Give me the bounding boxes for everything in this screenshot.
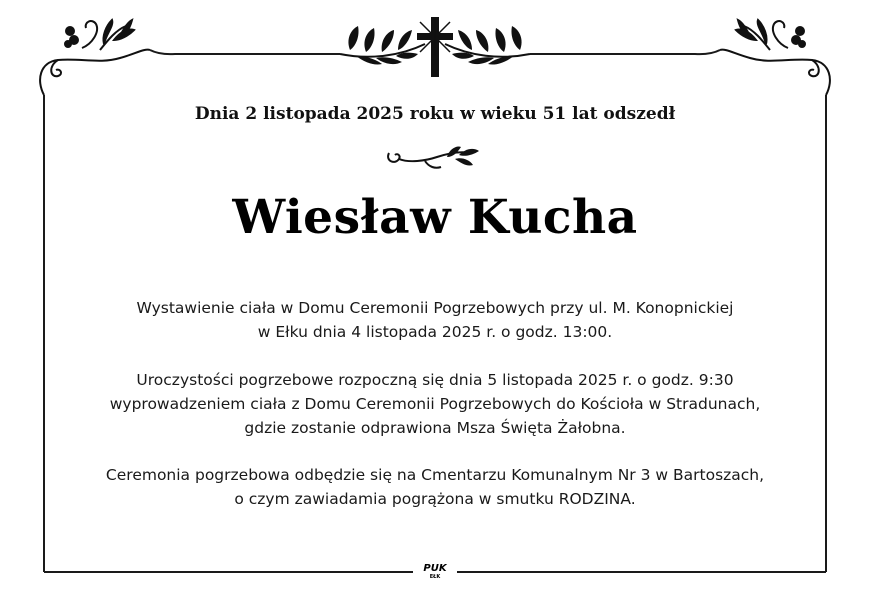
logo-main-text: PUK bbox=[423, 563, 447, 574]
logo-sub-text: EŁK bbox=[429, 574, 441, 580]
paragraph-line: w Ełku dnia 4 listopada 2025 r. o godz. 13:00. bbox=[257, 323, 613, 341]
paragraph-line: wyprowadzeniem ciała z Domu Ceremonii Pogrzebowych do Kościoła w Stradunach, bbox=[109, 395, 761, 413]
funeral-paragraph bbox=[0, 368, 870, 440]
paragraph-line: Wystawienie ciała w Domu Ceremonii Pogrzebowych przy ul. M. Konopnickiej bbox=[136, 299, 734, 317]
viewing-paragraph bbox=[0, 296, 870, 344]
floral-scroll-right-icon bbox=[720, 20, 830, 95]
cross-with-laurel-icon bbox=[340, 17, 530, 77]
paragraph-line: gdzie zostanie odprawiona Msza Święta Żałobna. bbox=[244, 419, 626, 437]
floral-scroll-left-icon bbox=[40, 20, 150, 95]
puk-logo bbox=[415, 563, 455, 583]
vine-divider-icon bbox=[385, 143, 485, 173]
death-announcement-headline: Dnia 2 listopada 2025 roku w wieku 51 lat odszedł bbox=[194, 104, 676, 124]
paragraph-line: o czym zawiadamia pogrążona w smutku RODZINA. bbox=[234, 490, 636, 508]
paragraph-line: Uroczystości pogrzebowe rozpoczną się dnia 5 listopada 2025 r. o godz. 9:30 bbox=[136, 371, 734, 389]
deceased-name: Wiesław Kucha bbox=[232, 190, 638, 245]
burial-paragraph bbox=[0, 463, 870, 511]
paragraph-line: Ceremonia pogrzebowa odbędzie się na Cmentarzu Komunalnym Nr 3 w Bartoszach, bbox=[105, 466, 765, 484]
